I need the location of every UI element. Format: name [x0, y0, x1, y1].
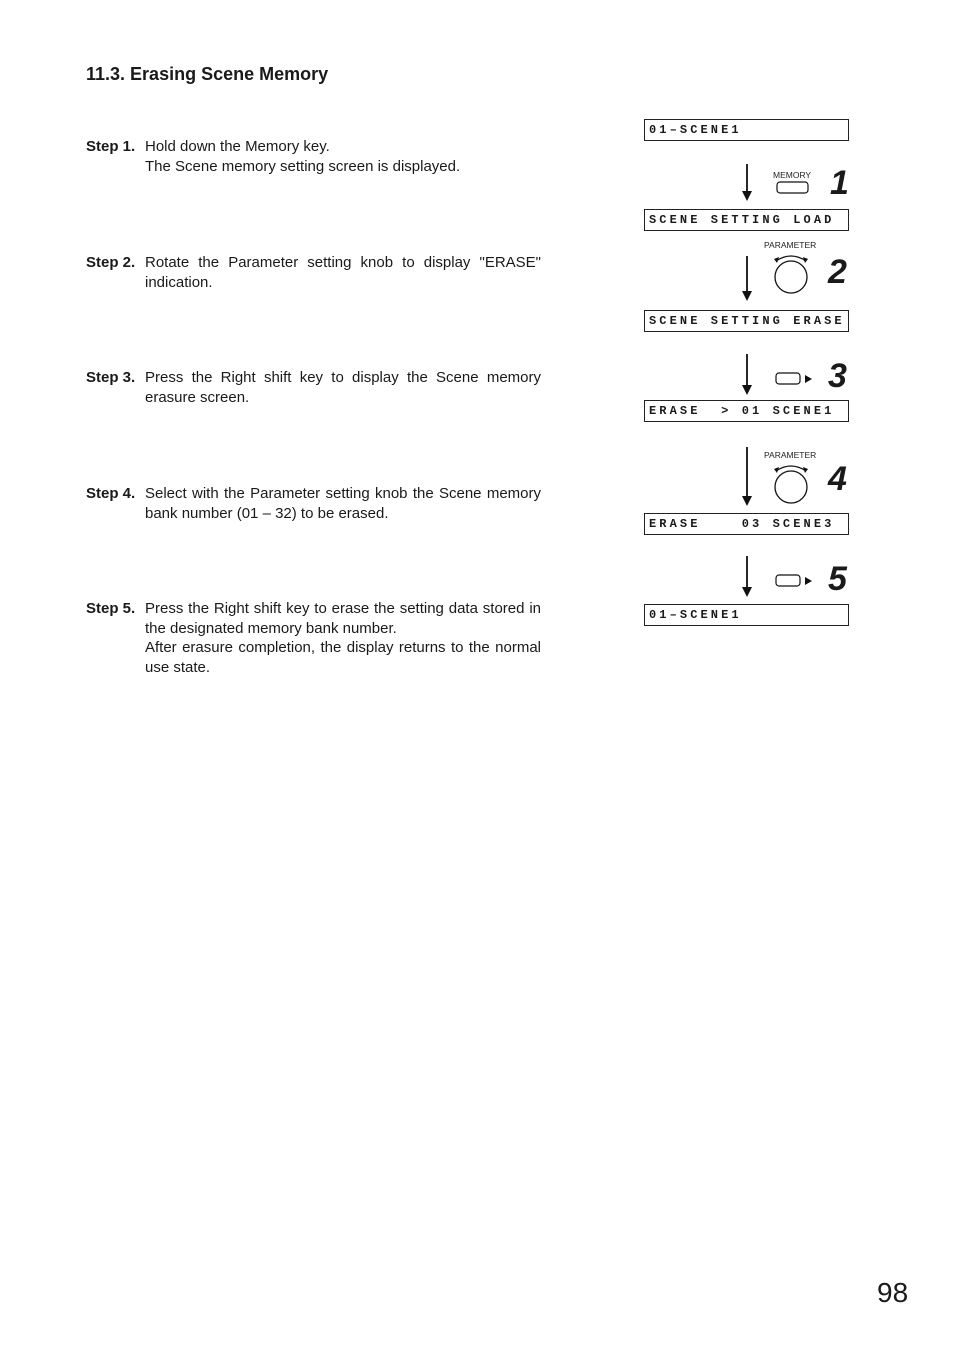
step-label: Step 4. — [86, 485, 136, 502]
down-arrow-icon — [740, 447, 754, 507]
memory-key-icon — [776, 181, 810, 195]
lcd-display-initial: 01–SCENE1 — [644, 119, 849, 141]
lcd-display-final: 01–SCENE1 — [644, 604, 849, 626]
down-arrow-icon — [740, 354, 754, 396]
down-arrow-icon — [740, 556, 754, 598]
lcd-display-load: SCENE SETTING LOAD — [644, 209, 849, 231]
step-text: After erasure completion, the display returns to the normal use state. — [145, 639, 541, 676]
step-number-3: 3 — [828, 357, 847, 395]
step-label: Step 5. — [86, 600, 136, 617]
down-arrow-icon — [740, 164, 754, 202]
memory-key-caption: MEMORY — [773, 170, 812, 180]
right-shift-key-icon — [775, 574, 815, 588]
step-text: The Scene memory setting screen is displayed. — [145, 157, 461, 175]
step-label: Step 2. — [86, 254, 136, 271]
step-label: Step 1. — [86, 138, 136, 155]
step-label: Step 3. — [86, 369, 136, 386]
lcd-display-erase: SCENE SETTING ERASE — [644, 310, 849, 332]
step-number-2: 2 — [828, 253, 847, 291]
section-title: 11.3. Erasing Scene Memory — [86, 64, 329, 84]
step-2 — [86, 253, 541, 292]
step-text: Press the Right shift key to display the Scene memory erasure screen. — [145, 369, 541, 406]
step-text: Rotate the Parameter setting knob to display "ERASE" indication. — [145, 254, 541, 291]
step-number-4: 4 — [828, 460, 847, 498]
step-number-1: 1 — [830, 164, 849, 202]
right-shift-key-icon — [775, 372, 815, 386]
step-text: Hold down the Memory key. — [145, 138, 330, 155]
down-arrow-icon — [740, 256, 754, 302]
step-3 — [86, 368, 541, 407]
step-number-5: 5 — [828, 560, 847, 598]
step-text: Select with the Parameter setting knob the Scene memory bank number (01 – 32) to be erased. — [145, 485, 541, 522]
step-5 — [86, 599, 541, 677]
page-number: 98 — [877, 1277, 909, 1308]
step-text: Press the Right shift key to erase the setting data stored in the designated memory bank number. — [145, 600, 541, 637]
lcd-display-erase-01: ERASE > 01 SCENE1 — [644, 400, 849, 422]
parameter-knob-icon — [770, 461, 812, 505]
parameter-caption: PARAMETER — [764, 450, 817, 460]
step-4 — [86, 484, 541, 523]
parameter-knob-icon — [770, 251, 812, 295]
parameter-caption: PARAMETER — [764, 240, 817, 250]
lcd-display-erase-03: ERASE 03 SCENE3 — [644, 513, 849, 535]
step-1 — [86, 137, 541, 176]
